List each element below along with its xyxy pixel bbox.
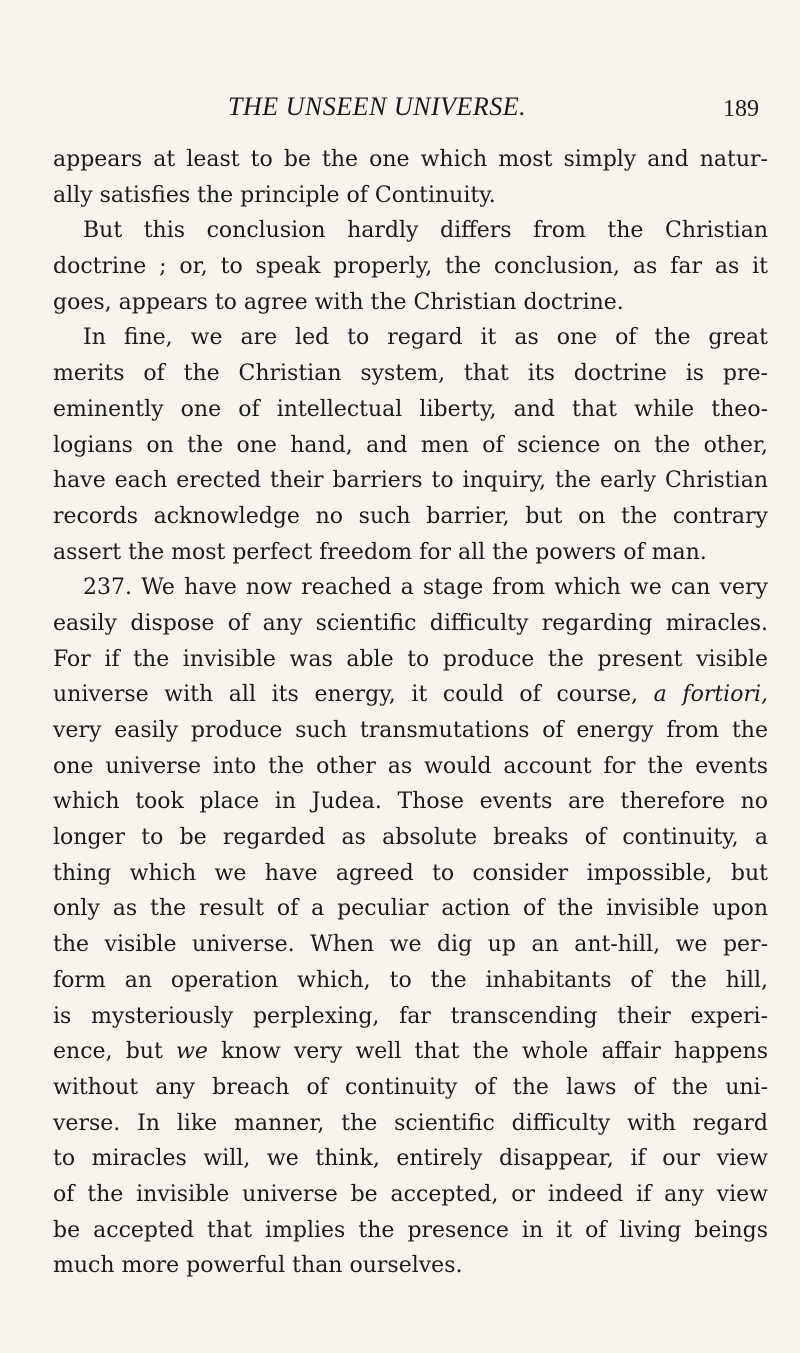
text-line: [53, 1248, 768, 1284]
text-line-content: longer to be regarded as absolute breaks of continuity, a: [53, 825, 768, 851]
text-line: [53, 535, 768, 571]
text-line-content: form an operation which, to the inhabitants of the hill,: [53, 967, 768, 993]
text-line: [53, 392, 768, 428]
text-line-content: universe with all its energy, it could of course,: [53, 682, 639, 708]
text-line: [53, 1034, 768, 1070]
text-line: [53, 784, 768, 820]
text-line: [53, 1177, 768, 1213]
text-line-content: the visible universe. When we dig up an ant-hill, we per-: [53, 932, 768, 958]
text-line: [53, 570, 768, 606]
text-line-content: which took place in Judea. Those events are therefore no: [53, 789, 768, 815]
text-line: [53, 1070, 768, 1106]
text-line: [53, 713, 768, 749]
text-line-content: ence, but: [53, 1039, 163, 1065]
text-line: [53, 142, 768, 178]
text-line-content: is mysteriously perplexing, far transcending their experi-: [53, 1003, 768, 1029]
text-line: [53, 213, 768, 249]
text-line: [53, 606, 768, 642]
text-line-content: of the invisible universe be accepted, or indeed if any view: [53, 1181, 768, 1207]
text-line: [53, 463, 768, 499]
text-line: [53, 891, 768, 927]
text-line-content: ally satisfies the principle of Continuity.: [53, 182, 496, 208]
text-line-content: one universe into the other as would account for the events: [53, 753, 768, 779]
text-line-content: In fine, we are led to regard it as one of the great: [83, 325, 768, 351]
text-line-content: verse. In like manner, the scientific difficulty with regard: [53, 1110, 768, 1136]
text-line-content: easily dispose of any scientific difficulty regarding miracles.: [53, 610, 768, 636]
text-line-content: merits of the Christian system, that its doctrine is pre-: [53, 361, 768, 387]
text-line: [53, 642, 768, 678]
text-line-content: 237. We have now reached a stage from which we can very: [83, 575, 768, 601]
text-line: [53, 856, 768, 892]
text-line: [53, 499, 768, 535]
italic-emphasis: we: [176, 1039, 208, 1065]
text-line-content: logians on the one hand, and men of science on the other,: [53, 432, 768, 458]
text-line: [53, 1106, 768, 1142]
text-line: [53, 927, 768, 963]
text-line-content: be accepted that implies the presence in it of living beings: [53, 1217, 768, 1243]
text-line-content: have each erected their barriers to inquiry, the early Christian: [53, 468, 768, 494]
text-line-content: assert the most perfect freedom for all the powers of man.: [53, 539, 707, 565]
text-line: [53, 749, 768, 785]
text-line-content: doctrine ; or, to speak properly, the conclusion, as far as it: [53, 254, 768, 280]
text-line: [53, 428, 768, 464]
text-line-content: But this conclusion hardly differs from the Christian: [83, 218, 768, 244]
text-line-content: For if the invisible was able to produce the present visible: [53, 646, 768, 672]
body-text: [53, 142, 768, 1284]
text-line-content: much more powerful than ourselves.: [53, 1253, 463, 1279]
text-line-content: without any breach of continuity of the laws of the uni-: [53, 1074, 768, 1100]
text-line-content: goes, appears to agree with the Christian doctrine.: [53, 289, 624, 315]
text-line: [53, 1141, 768, 1177]
text-line: [53, 249, 768, 285]
running-title: THE UNSEEN UNIVERSE.: [228, 92, 527, 121]
text-line-content: eminently one of intellectual liberty, and that while theo-: [53, 396, 768, 422]
text-line-content: records acknowledge no such barrier, but on the contrary: [53, 503, 768, 529]
text-line: [53, 1213, 768, 1249]
text-line-content: appears at least to be the one which most simply and natur-: [53, 147, 768, 172]
text-line-continuation: know very well that the whole affair happens: [221, 1039, 768, 1065]
text-line: [53, 999, 768, 1035]
text-line-content: only as the result of a peculiar action of the invisible upon: [53, 896, 768, 922]
page-number: 189: [723, 96, 759, 122]
text-line-content: very easily produce such transmutations of energy from the: [53, 718, 768, 743]
text-line: [53, 285, 768, 321]
text-line-content: to miracles will, we think, entirely disappear, if our view: [53, 1146, 768, 1172]
text-line: [53, 320, 768, 356]
text-line: [53, 178, 768, 214]
italic-phrase: a fortiori,: [653, 682, 769, 708]
text-line: [53, 677, 768, 713]
text-line-content: thing which we have agreed to consider impossible, but: [53, 860, 768, 886]
text-line: [53, 356, 768, 392]
text-line: [53, 820, 768, 856]
running-head: [0, 92, 800, 132]
text-line: [53, 963, 768, 999]
